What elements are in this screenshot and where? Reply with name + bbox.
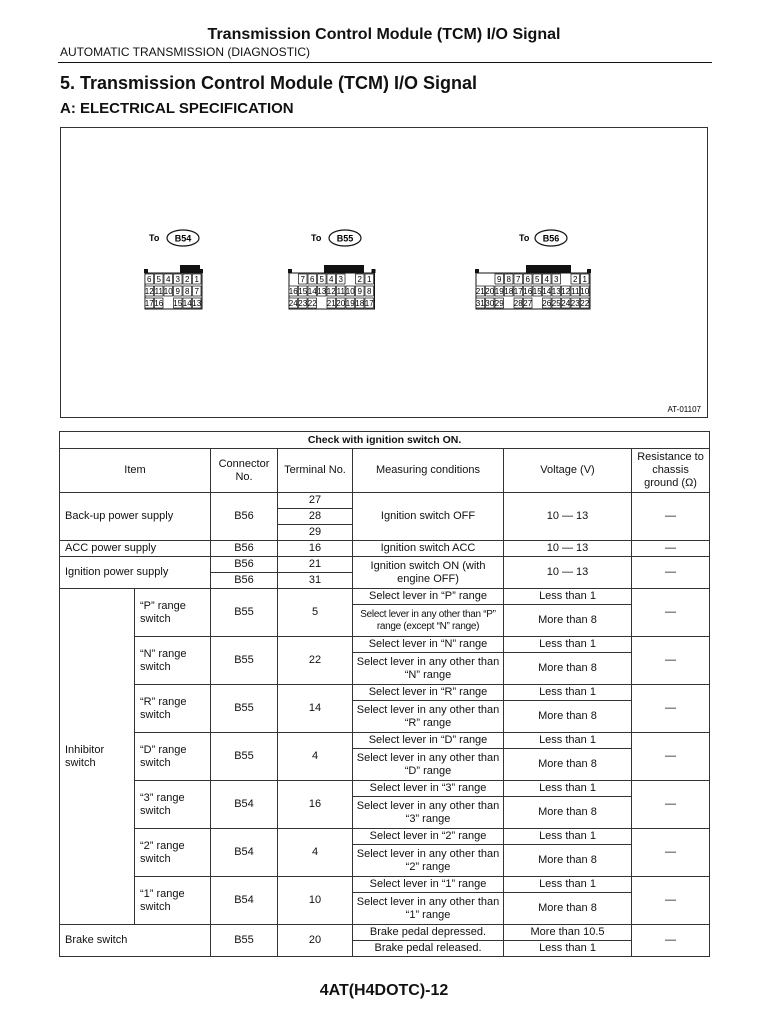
pin-number: 3 [175, 275, 180, 284]
voltage-cell: Less than 1 [504, 637, 632, 653]
pin-number: 13 [551, 287, 561, 296]
item-cell: ACC power supply [60, 541, 211, 557]
connector-diagram-svg [61, 128, 707, 417]
table-row [60, 925, 710, 941]
pin-number: 7 [516, 275, 521, 284]
pin-number: 12 [326, 287, 336, 296]
pin-number: 10 [163, 287, 173, 296]
pin-number: 21 [475, 287, 485, 296]
connector-tab [199, 269, 203, 273]
pin-number: 1 [194, 275, 199, 284]
condition-cell: Select lever in “3” range [353, 781, 504, 797]
condition-cell: Select lever in any other than “3” range [353, 797, 504, 829]
connector-latch [324, 265, 364, 273]
terminal-cell: 4 [278, 733, 353, 781]
to-label: To [149, 233, 160, 243]
voltage-cell: More than 8 [504, 605, 632, 637]
pin-number: 31 [475, 299, 485, 308]
voltage-cell: More than 8 [504, 701, 632, 733]
pin-number: 2 [573, 275, 578, 284]
terminal-cell: 31 [278, 573, 353, 589]
pin-number: 18 [504, 287, 514, 296]
condition-cell: Brake pedal released. [353, 941, 504, 957]
electrical-spec-table [59, 431, 710, 957]
table-caption: Check with ignition switch ON. [60, 432, 710, 449]
header-connector: Connector No. [211, 449, 278, 493]
pin-number: 1 [582, 275, 587, 284]
pin-number: 27 [523, 299, 533, 308]
connector-diagram [60, 127, 708, 418]
pin-number: 2 [357, 275, 362, 284]
pin-number: 9 [175, 287, 180, 296]
page-header-title: Transmission Control Module (TCM) I/O Signal [207, 26, 561, 43]
connector-tab [372, 269, 376, 273]
voltage-cell: Less than 1 [504, 877, 632, 893]
condition-cell: Select lever in any other than “R” range [353, 701, 504, 733]
pin-number: 22 [307, 299, 317, 308]
header-resistance: Resistance to chassis ground (Ω) [632, 449, 710, 493]
terminal-cell: 21 [278, 557, 353, 573]
voltage-cell: More than 8 [504, 845, 632, 877]
to-label: To [311, 233, 322, 243]
voltage-cell: More than 8 [504, 893, 632, 925]
terminal-cell: 22 [278, 637, 353, 685]
pin-number: 2 [185, 275, 190, 284]
connector-tab [475, 269, 479, 273]
table-row [60, 877, 710, 893]
table-row [60, 637, 710, 653]
voltage-cell: Less than 1 [504, 733, 632, 749]
connector-tab [144, 269, 148, 273]
voltage-cell: Less than 1 [504, 685, 632, 701]
pin-number: 7 [300, 275, 305, 284]
connector-cell: B56 [211, 493, 278, 541]
condition-cell: Brake pedal depressed. [353, 925, 504, 941]
table-row [60, 541, 710, 557]
pin-number: 5 [156, 275, 161, 284]
header-terminal: Terminal No. [278, 449, 353, 493]
table-row [60, 685, 710, 701]
range-switch-name: “R” range switch [135, 685, 211, 733]
header-conditions: Measuring conditions [353, 449, 504, 493]
pin-number: 20 [485, 287, 495, 296]
pin-number: 7 [194, 287, 199, 296]
range-switch-name: “2” range switch [135, 829, 211, 877]
pin-number: 14 [542, 287, 552, 296]
terminal-cell: 14 [278, 685, 353, 733]
connector-id: B56 [542, 233, 560, 244]
resistance-cell: — [632, 781, 710, 829]
pin-number: 9 [357, 287, 362, 296]
pin-number: 24 [561, 299, 571, 308]
pin-number: 19 [494, 287, 504, 296]
pin-number: 23 [570, 299, 580, 308]
connector-id: B54 [174, 233, 192, 244]
condition-cell: Select lever in “D” range [353, 733, 504, 749]
condition-cell: Select lever in any other than “D” range [353, 749, 504, 781]
voltage-cell: 10 — 13 [504, 541, 632, 557]
pin-number: 11 [336, 287, 345, 296]
voltage-cell: Less than 1 [504, 589, 632, 605]
pin-number: 8 [367, 287, 372, 296]
condition-cell: Select lever in any other than “N” range [353, 653, 504, 685]
pin-number: 11 [154, 287, 163, 296]
pin-number: 18 [355, 299, 365, 308]
condition-cell: Select lever in “1” range [353, 877, 504, 893]
terminal-cell: 4 [278, 829, 353, 877]
pin-number: 22 [580, 299, 590, 308]
voltage-cell: Less than 1 [504, 781, 632, 797]
pin-number: 13 [192, 299, 202, 308]
table-row [60, 829, 710, 845]
pin-number: 4 [544, 275, 549, 284]
connector-tab [288, 269, 292, 273]
pin-number: 3 [554, 275, 559, 284]
page-header-subtitle: AUTOMATIC TRANSMISSION (DIAGNOSTIC) [60, 45, 311, 59]
pin-number: 15 [298, 287, 308, 296]
connector-cell: B55 [211, 925, 278, 957]
pin-number: 8 [185, 287, 190, 296]
terminal-cell: 27 [278, 493, 353, 509]
condition-cell: Select lever in “P” range [353, 589, 504, 605]
resistance-cell: — [632, 685, 710, 733]
resistance-cell: — [632, 829, 710, 877]
pin-number: 13 [317, 287, 327, 296]
pin-number: 17 [364, 299, 374, 308]
pin-number: 1 [367, 275, 372, 284]
resistance-cell: — [632, 925, 710, 957]
page-number: 4AT(H4DOTC)-12 [319, 982, 449, 999]
voltage-cell: 10 — 13 [504, 557, 632, 589]
item-cell: Back-up power supply [60, 493, 211, 541]
condition-cell: Ignition switch ACC [353, 541, 504, 557]
connector-tab [587, 269, 591, 273]
header-divider [58, 62, 712, 63]
table-row [60, 493, 710, 509]
terminal-cell: 29 [278, 525, 353, 541]
pin-number: 21 [326, 299, 336, 308]
condition-cell: Select lever in “N” range [353, 637, 504, 653]
item-cell: Brake switch [60, 925, 211, 957]
pin-number: 6 [525, 275, 530, 284]
table-row [60, 557, 710, 573]
terminal-cell: 28 [278, 509, 353, 525]
pin-number: 5 [319, 275, 324, 284]
range-switch-name: “1” range switch [135, 877, 211, 925]
condition-cell: Ignition switch OFF [353, 493, 504, 541]
pin-number: 12 [561, 287, 571, 296]
pin-number: 17 [144, 299, 154, 308]
pin-number: 15 [173, 299, 183, 308]
connector-latch [180, 265, 200, 273]
pin-number: 11 [571, 287, 580, 296]
connector-cell: B54 [211, 829, 278, 877]
terminal-cell: 10 [278, 877, 353, 925]
table-row [60, 589, 710, 605]
resistance-cell: — [632, 637, 710, 685]
connector-cell: B56 [211, 573, 278, 589]
pin-number: 23 [298, 299, 308, 308]
condition-cell: Ignition switch ON (with engine OFF) [353, 557, 504, 589]
terminal-cell: 16 [278, 541, 353, 557]
pin-number: 29 [494, 299, 504, 308]
pin-number: 15 [532, 287, 542, 296]
resistance-cell: — [632, 877, 710, 925]
pin-number: 25 [551, 299, 561, 308]
range-switch-name: “P” range switch [135, 589, 211, 637]
section-title: 5. Transmission Control Module (TCM) I/O Signal [60, 73, 478, 93]
terminal-cell: 20 [278, 925, 353, 957]
connector-id: B55 [336, 233, 354, 244]
voltage-cell: More than 8 [504, 749, 632, 781]
pin-number: 16 [288, 287, 298, 296]
connector-latch [526, 265, 571, 273]
condition-cell: Select lever in “2” range [353, 829, 504, 845]
pin-number: 20 [336, 299, 346, 308]
condition-cell: Select lever in “R” range [353, 685, 504, 701]
pin-number: 4 [166, 275, 171, 284]
pin-number: 16 [523, 287, 533, 296]
resistance-cell: — [632, 557, 710, 589]
pin-number: 24 [288, 299, 298, 308]
connector-cell: B55 [211, 589, 278, 637]
pin-number: 6 [147, 275, 152, 284]
figure-code: AT-01107 [667, 405, 701, 414]
connector-cell: B55 [211, 637, 278, 685]
condition-cell: Select lever in any other than “1” range [353, 893, 504, 925]
pin-number: 6 [310, 275, 315, 284]
subsection-title: A: ELECTRICAL SPECIFICATION [60, 100, 294, 117]
pin-number: 10 [345, 287, 355, 296]
connector-cell: B54 [211, 877, 278, 925]
connector-cell: B54 [211, 781, 278, 829]
pin-number: 10 [580, 287, 590, 296]
pin-number: 12 [144, 287, 154, 296]
connector-cell: B56 [211, 541, 278, 557]
pin-number: 14 [182, 299, 192, 308]
connector-cell: B55 [211, 733, 278, 781]
item-cell: Ignition power supply [60, 557, 211, 589]
resistance-cell: — [632, 493, 710, 541]
resistance-cell: — [632, 589, 710, 637]
inhibitor-label: Inhibitor switch [60, 589, 135, 925]
terminal-cell: 5 [278, 589, 353, 637]
pin-number: 9 [497, 275, 502, 284]
pin-number: 16 [154, 299, 164, 308]
table-row [60, 733, 710, 749]
pin-number: 26 [542, 299, 552, 308]
range-switch-name: “3” range switch [135, 781, 211, 829]
terminal-cell: 16 [278, 781, 353, 829]
voltage-cell: 10 — 13 [504, 493, 632, 541]
range-switch-name: “N” range switch [135, 637, 211, 685]
resistance-cell: — [632, 541, 710, 557]
header-voltage: Voltage (V) [504, 449, 632, 493]
pin-number: 3 [338, 275, 343, 284]
voltage-cell: More than 10.5 [504, 925, 632, 941]
pin-number: 5 [535, 275, 540, 284]
pin-number: 4 [329, 275, 334, 284]
to-label: To [519, 233, 530, 243]
pin-number: 28 [513, 299, 523, 308]
voltage-cell: More than 8 [504, 653, 632, 685]
header-item: Item [60, 449, 211, 493]
pin-number: 14 [307, 287, 317, 296]
voltage-cell: Less than 1 [504, 941, 632, 957]
range-switch-name: “D” range switch [135, 733, 211, 781]
table-row [60, 781, 710, 797]
pin-number: 8 [506, 275, 511, 284]
resistance-cell: — [632, 733, 710, 781]
connector-cell: B56 [211, 557, 278, 573]
condition-cell: Select lever in any other than “P” range (except “N” range) [353, 605, 504, 637]
voltage-cell: More than 8 [504, 797, 632, 829]
connector-cell: B55 [211, 685, 278, 733]
pin-number: 30 [485, 299, 495, 308]
pin-number: 19 [345, 299, 355, 308]
pin-number: 17 [513, 287, 523, 296]
condition-cell: Select lever in any other than “2” range [353, 845, 504, 877]
voltage-cell: Less than 1 [504, 829, 632, 845]
